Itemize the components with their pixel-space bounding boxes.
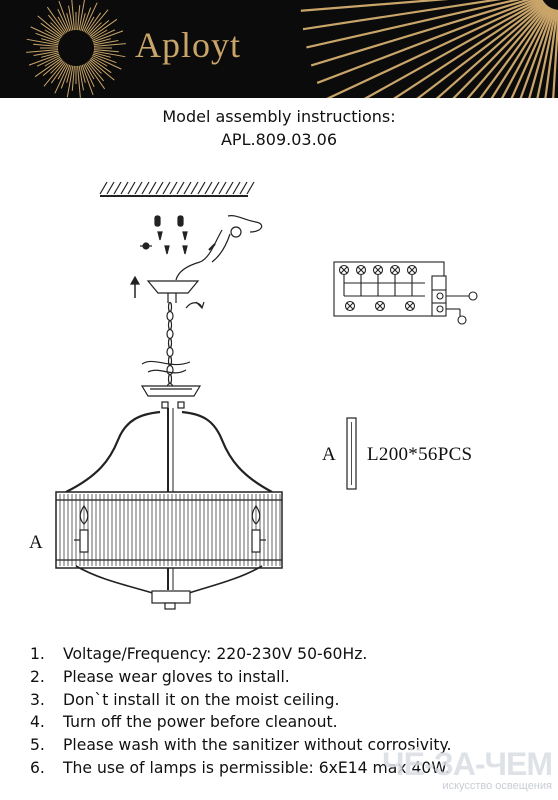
step-text: Please wear gloves to install.: [63, 667, 290, 686]
part-a-callout-right: A: [322, 444, 336, 465]
step-number: 1.: [30, 645, 45, 663]
model-number: APL.809.03.06: [220, 130, 338, 149]
instruction-step: [30, 689, 451, 712]
part-spec-label: L200*56PCS: [367, 444, 473, 465]
step-text: Don`t install it on the moist ceiling.: [63, 690, 340, 709]
brand-logo-text: Aployt: [135, 25, 242, 65]
step-text: The use of lamps is permissible: 6xE14 max 40W.: [63, 758, 450, 777]
step-number: 6.: [30, 758, 45, 777]
step-text: Please wash with the sanitizer without corrosivity.: [63, 736, 452, 755]
step-number: 3.: [30, 690, 45, 709]
instruction-step: [30, 643, 451, 666]
step-number: 5.: [30, 736, 45, 755]
page-title: Model assembly instructions:: [162, 107, 396, 126]
part-a-callout-left: A: [29, 532, 43, 553]
instruction-step: [30, 711, 451, 734]
wiring-diagram: [334, 262, 477, 324]
step-number: 2.: [30, 667, 45, 686]
step-text: Turn off the power before cleanout.: [63, 713, 338, 732]
instruction-step: [30, 666, 451, 689]
step-text: Voltage/Frequency: 220-230V 50-60Hz.: [63, 645, 368, 663]
watermark: [382, 748, 552, 792]
watermark-tagline: искусство освещения: [442, 780, 552, 792]
watermark-logo: ЧЁ-ЗА-ЧЕМ: [382, 746, 552, 782]
mounting-screws: [140, 216, 187, 254]
step-number: 4.: [30, 713, 45, 732]
